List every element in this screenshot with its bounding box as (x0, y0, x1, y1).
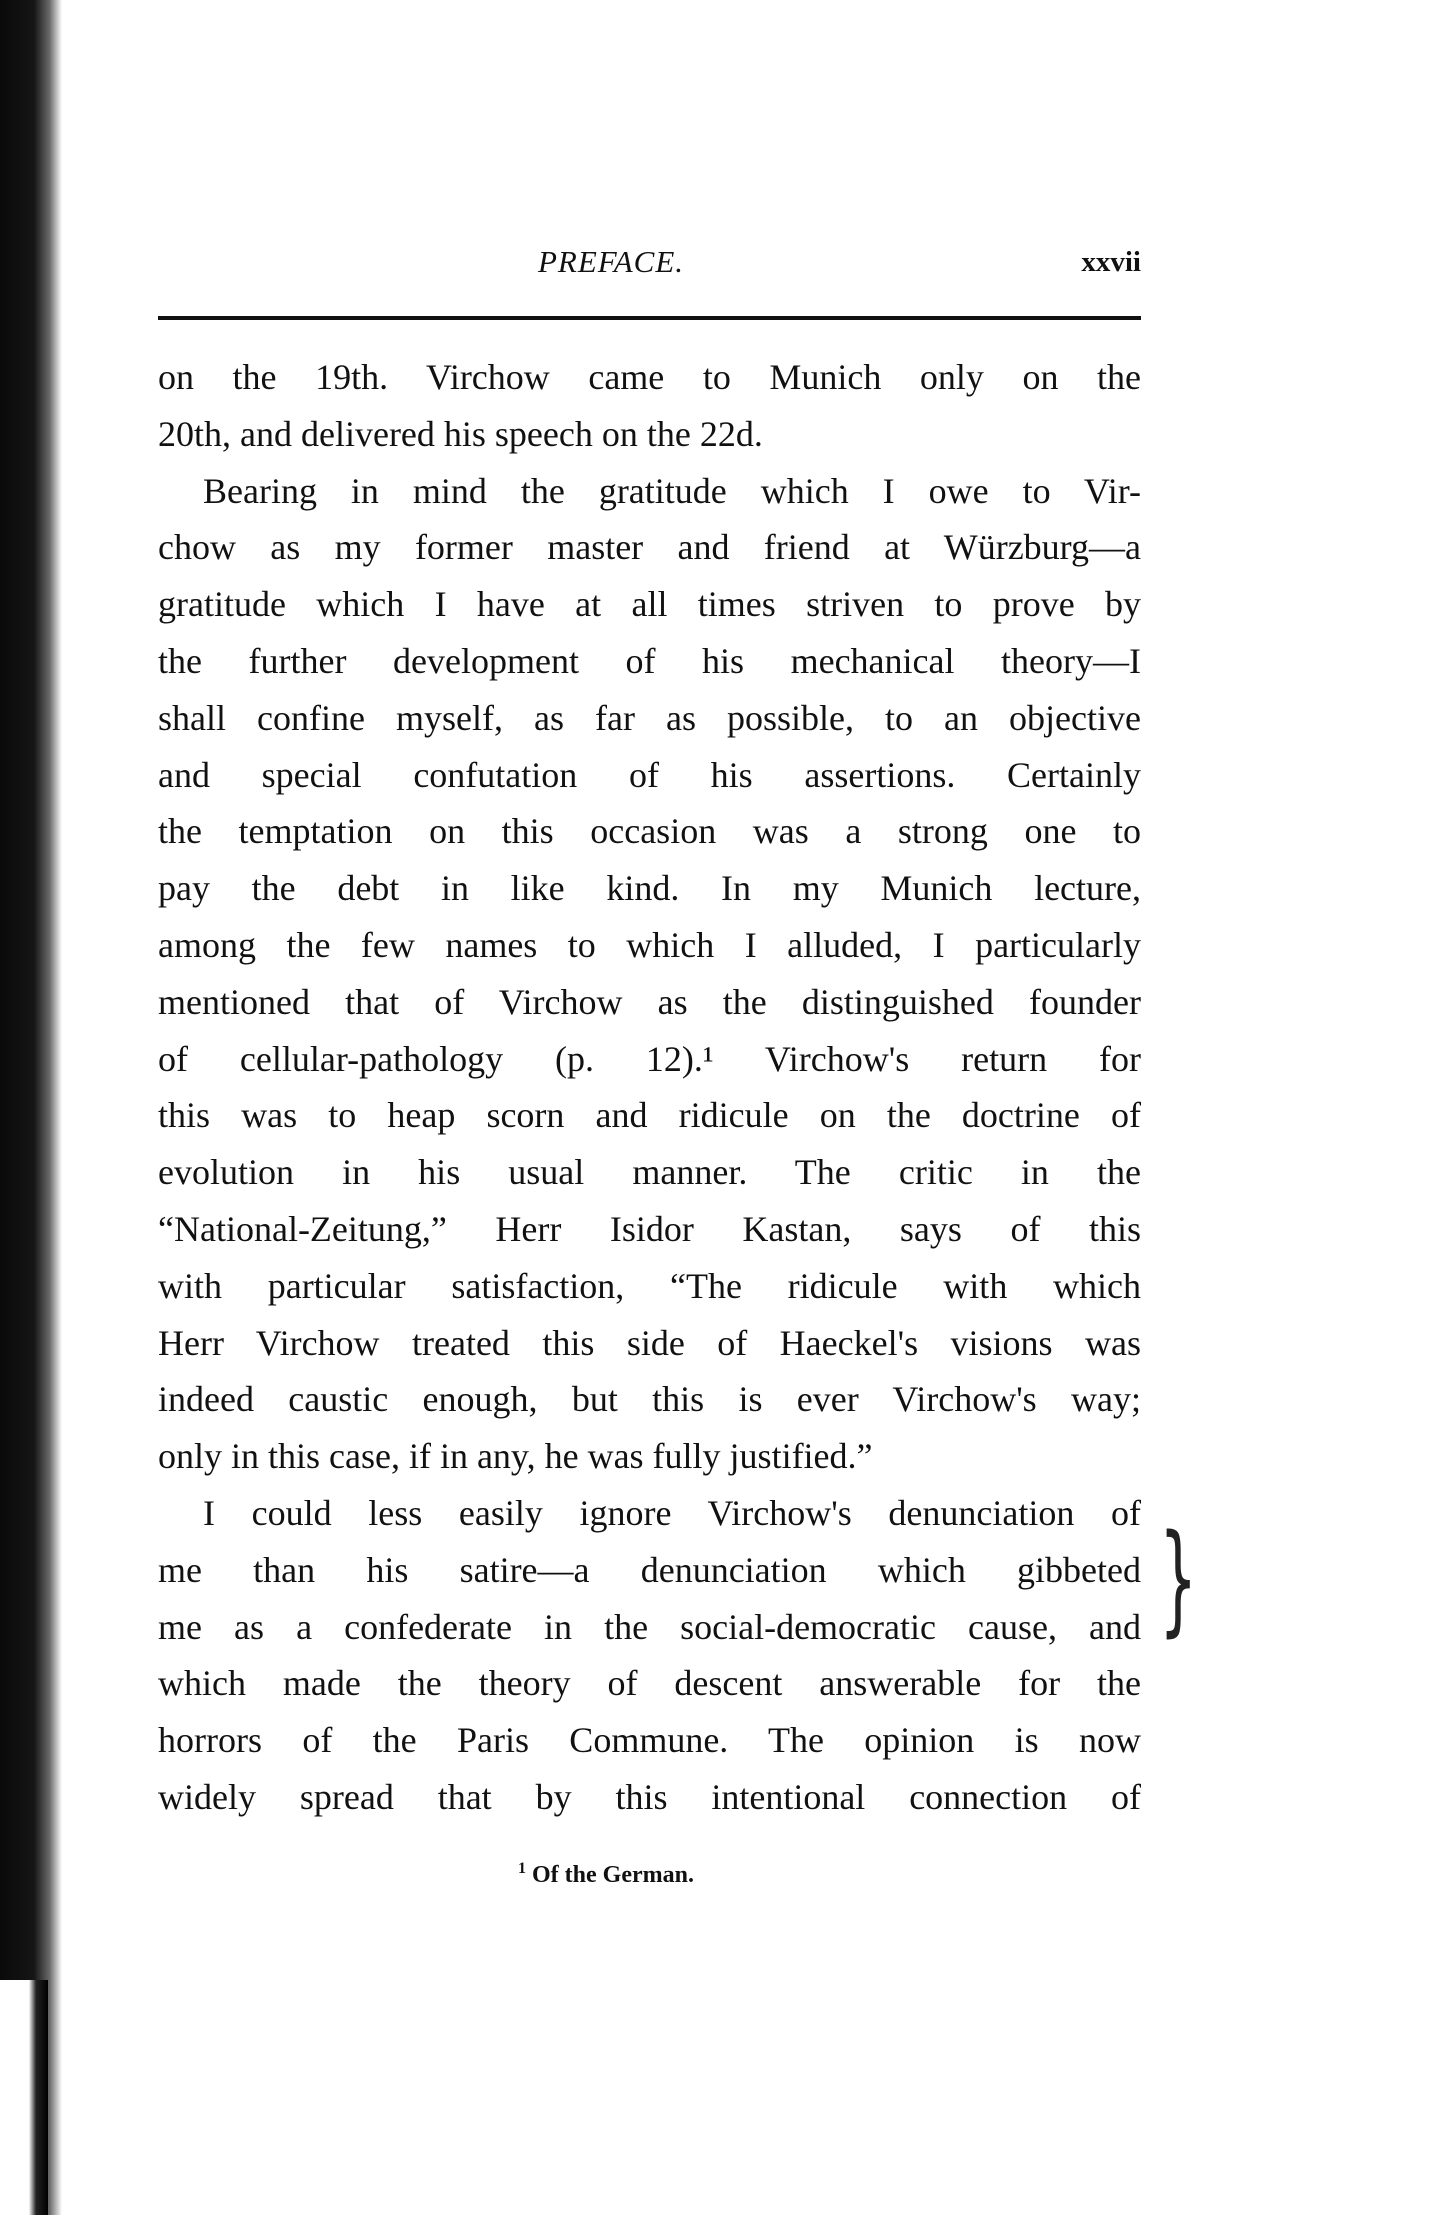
text-line: me as a confederate in the social-democratic cause, and (158, 1606, 1141, 1647)
text-line: chow as my former master and friend at Würzburg—a (158, 527, 1141, 568)
scan-page-edge (0, 0, 62, 2215)
scan-page-edge-bottom (0, 1980, 48, 2215)
text-line: pay the debt in like kind. In my Munich lecture, (158, 868, 1141, 909)
text-line: Herr Virchow treated this side of Haeckel's visions was (158, 1322, 1141, 1363)
text-line: 20th, and delivered his speech on the 22d. (158, 413, 763, 454)
text-line: the further development of his mechanical theory—I (158, 640, 1141, 681)
text-line: this was to heap scorn and ridicule on the doctrine of (158, 1095, 1141, 1136)
running-head-title: PREFACE. (538, 244, 685, 279)
text-line: gratitude which I have at all times striven to prove by (158, 584, 1141, 625)
text-line: on the 19th. Virchow came to Munich only on the (158, 357, 1141, 397)
text-line: horrors of the Paris Commune. The opinion is now (158, 1720, 1141, 1761)
text-line: shall confine myself, as far as possible, to an objective (158, 697, 1141, 738)
text-line: the temptation on this occasion was a strong one to (158, 811, 1141, 852)
text-line: mentioned that of Virchow as the distinguished founder (158, 981, 1141, 1022)
footnote-text: Of the German. (532, 1862, 694, 1888)
text-line: I could less easily ignore Virchow's denunciation of (203, 1492, 1141, 1533)
text-line: indeed caustic enough, but this is ever Virchow's way; (158, 1379, 1141, 1420)
header-rule (158, 316, 1141, 320)
text-line: evolution in his usual manner. The critic in the (158, 1152, 1141, 1193)
footnote (518, 1862, 694, 1889)
running-head (158, 244, 1141, 284)
footnote-marker: 1 (518, 1860, 526, 1877)
text-line: “National-Zeitung,” Herr Isidor Kastan, says of this (158, 1208, 1141, 1249)
text-line: widely spread that by this intentional connection of (158, 1776, 1141, 1817)
body-text (158, 349, 1141, 1826)
text-line: of cellular-pathology (p. 12).¹ Virchow's return for (158, 1038, 1141, 1079)
text-line: Bearing in mind the gratitude which I owe to Vir- (203, 470, 1141, 511)
text-line: among the few names to which I alluded, I particularly (158, 924, 1141, 965)
text-line: which made the theory of descent answerable for the (158, 1663, 1141, 1704)
text-line: with particular satisfaction, “The ridicule with which (158, 1265, 1141, 1306)
page-number: xxvii (1081, 246, 1141, 278)
text-line: me than his satire—a denunciation which gibbeted (158, 1549, 1141, 1590)
text-line: only in this case, if in any, he was fully justified.” (158, 1436, 873, 1477)
text-line: and special confutation of his assertions. Certainly (158, 754, 1141, 795)
margin-brace-mark: } (1159, 1510, 1198, 1649)
